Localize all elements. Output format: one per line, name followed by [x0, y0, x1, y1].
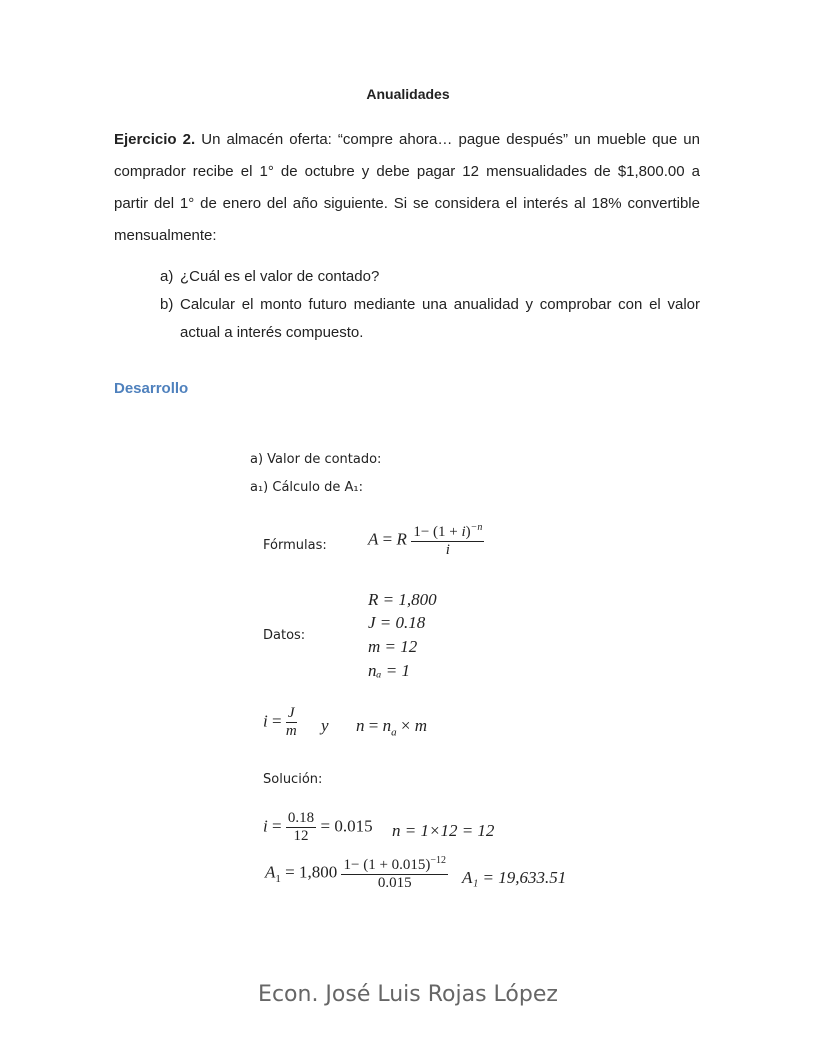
page-title: Anualidades [366, 86, 450, 102]
question-b-label: b) [160, 296, 174, 313]
section-title: Desarrollo [114, 380, 189, 397]
datos-m: m = 12 [368, 637, 418, 656]
question-a-label: a) [160, 268, 174, 285]
datos-r: R = 1,800 [368, 590, 437, 609]
formula-annuity: A = R $\frac{1- (1 + i)^{-n}}{i}$ [368, 522, 483, 558]
i-calc: i = $\frac{0.18}{12}$ = 0.015 [263, 810, 373, 844]
n-calc: n = 1×12 = 12 [392, 821, 495, 840]
a1-result: A₁ = 19,633.51 [462, 868, 567, 887]
question-a-text: ¿Cuál es el valor de contado? [180, 268, 380, 285]
connector-y: y [321, 716, 329, 735]
exercise-paragraph [114, 124, 700, 252]
footer-author: Econ. José Luis Rojas López [258, 982, 558, 1007]
datos-j: J = 0.18 [368, 613, 426, 632]
datos-label: Datos: [263, 628, 306, 643]
question-b-text: Calcular el monto futuro mediante una anualidad y comprobar con el valor actual a interés compuesto. [180, 296, 700, 341]
a1-calc: $A_1 = 1,800$ $\frac{1- (1 + 0.015)^{-12}}{0.015}$ [265, 855, 447, 891]
heading-a: a) Valor de contado: [250, 452, 382, 467]
exercise-label: Ejercicio 2. [114, 131, 196, 148]
datos-na: nₐ = 1 [368, 661, 410, 680]
formula-i: i = $\frac{J}{m}$ [263, 705, 297, 739]
exercise-text: Un almacén oferta: “compre ahora… pague después” un mueble que un comprador recibe el 1° de octubre y debe pagar 12 mensualidades de $1,800.00 a partir del 1° de enero del año siguiente. Si se considera el interés al 18% convertible mensualmente: [114, 131, 700, 244]
solucion-label: Solución: [263, 772, 323, 787]
formula-n: $n = n_a \times m$ [356, 716, 427, 739]
formulas-label: Fórmulas: [263, 538, 327, 553]
i-value: 0.015 [334, 816, 373, 836]
heading-a1: a₁) Cálculo de A₁: [250, 480, 363, 495]
